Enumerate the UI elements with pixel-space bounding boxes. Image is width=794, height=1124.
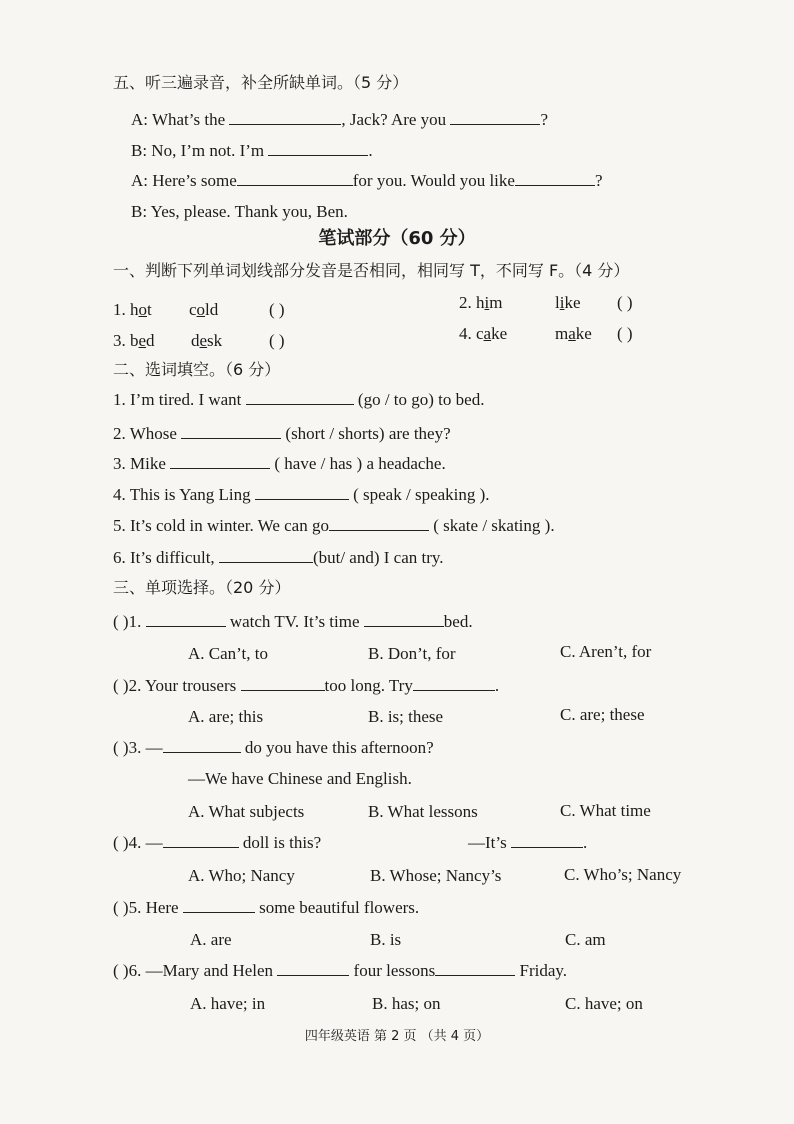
answer-blank[interactable] (364, 611, 444, 627)
question-text: four lessons (353, 961, 436, 980)
listening-line-1 (131, 109, 548, 131)
answer-paren[interactable]: ( ) (617, 324, 633, 343)
item-text: ( skate / skating ). (433, 516, 555, 535)
option-b[interactable]: B. What lessons (368, 802, 478, 821)
answer-blank[interactable] (181, 423, 281, 439)
answer-blank[interactable] (246, 389, 354, 405)
question-text: watch TV. It’s time (229, 612, 360, 631)
option-b[interactable]: B. is; these (368, 707, 444, 726)
answer-paren[interactable]: ( ) (617, 293, 633, 312)
option-b[interactable]: B. Whose; Nancy’s (370, 866, 502, 885)
answer-paren[interactable]: ( )6. —Mary and Helen (113, 961, 274, 980)
written-section-title (0, 228, 794, 250)
answer-blank[interactable] (229, 109, 341, 125)
item-text: (short / shorts) are they? (285, 424, 451, 443)
fill-item-2 (113, 423, 451, 445)
answer-blank[interactable] (163, 832, 239, 848)
item-text: 4. This is Yang Ling (113, 485, 251, 504)
answer-paren[interactable]: ( )5. Here (113, 898, 179, 917)
word-hot: hot (130, 300, 152, 319)
option-c[interactable]: C. are; these (560, 705, 645, 724)
item-number: 2. (459, 293, 472, 312)
section2-heading: 二、选词填空。（6 分） (113, 360, 281, 379)
answer-blank[interactable] (170, 453, 270, 469)
word-bed: bed (130, 331, 155, 350)
mc-question-2 (113, 675, 499, 697)
listening-line-4: B: Yes, please. Thank you, Ben. (131, 202, 348, 221)
fill-item-3 (113, 453, 446, 475)
answer-blank[interactable] (146, 611, 226, 627)
answer-blank[interactable] (277, 960, 349, 976)
phonics-item-2 (459, 292, 699, 314)
mc-question-3 (113, 737, 434, 759)
answer-blank[interactable] (183, 897, 255, 913)
fill-item-5 (113, 515, 555, 537)
question-text: doll is this? (242, 833, 322, 852)
option-a[interactable]: A. What subjects (188, 802, 305, 821)
line-text: B: No, I’m not. I’m (131, 141, 265, 160)
fill-item-6 (113, 547, 444, 569)
word-cake: cake (476, 324, 508, 343)
answer-blank[interactable] (511, 832, 583, 848)
option-c[interactable]: C. have; on (565, 994, 643, 1013)
line-text: , Jack? Are you (341, 110, 447, 129)
answer-blank[interactable] (241, 675, 325, 691)
answer-blank[interactable] (329, 515, 429, 531)
answer-blank[interactable] (515, 170, 595, 186)
option-a[interactable]: A. Who; Nancy (188, 866, 295, 885)
option-c[interactable]: C. Aren’t, for (560, 642, 652, 661)
line-text: A: Here’s some (131, 171, 237, 190)
mc-question-4 (113, 832, 321, 854)
footer-text: 四年级英语 第 2 页 （共 4 页） (304, 1029, 490, 1044)
option-a[interactable]: A. have; in (190, 994, 266, 1013)
option-c[interactable]: C. am (565, 930, 606, 949)
word-him: him (476, 293, 503, 312)
item-text: 1. I’m tired. I want (113, 390, 242, 409)
answer-paren[interactable]: ( ) (269, 300, 285, 319)
line-text: A: What’s the (131, 110, 226, 129)
question-text: —It’s (468, 833, 507, 852)
answer-blank[interactable] (268, 140, 368, 156)
mc-question-5 (113, 897, 419, 919)
option-a[interactable]: A. are (190, 930, 232, 949)
option-a[interactable]: A. Can’t, to (188, 644, 268, 663)
phonics-item-4 (459, 323, 699, 345)
line-text: ? (540, 110, 548, 129)
item-text: (go / to go) to bed. (357, 390, 485, 409)
phonics-item-3 (113, 330, 453, 352)
word-cold: cold (189, 300, 219, 319)
answer-paren[interactable]: ( )4. — (113, 833, 163, 852)
option-c[interactable]: C. Who’s; Nancy (564, 865, 682, 884)
phonics-item-1 (113, 299, 453, 321)
item-text: 5. It’s cold in winter. We can go (113, 516, 329, 535)
item-text: ( have / has ) a headache. (274, 454, 446, 473)
line-text: ? (594, 171, 603, 190)
section3-heading: 三、单项选择。（20 分） (113, 578, 291, 597)
option-a[interactable]: A. are; this (188, 707, 264, 726)
question-text: . (582, 833, 588, 852)
item-text: 3. Mike (113, 454, 166, 473)
item-number: 1. (113, 300, 126, 319)
answer-paren[interactable]: ( ) (269, 331, 285, 350)
word-desk: desk (191, 331, 223, 350)
line-text: . (368, 141, 373, 160)
question-text: some beautiful flowers. (259, 898, 420, 917)
answer-blank[interactable] (237, 170, 353, 186)
listening-line-2 (131, 140, 373, 162)
answer-paren[interactable]: ( )2. Your trousers (113, 676, 237, 695)
answer-paren[interactable]: ( )3. — (113, 738, 163, 757)
section1-heading: 一、判断下列单词划线部分发音是否相同，相同写 T，不同写 F。（4 分） (113, 261, 630, 280)
item-number: 4. (459, 324, 472, 343)
mc-question-6 (113, 960, 567, 982)
question-text: Friday. (519, 961, 568, 980)
question-text: too long. Try (324, 676, 413, 695)
word-like: like (555, 293, 581, 312)
option-b[interactable]: B. is (370, 930, 402, 949)
item-text: (but/ and) I can try. (312, 548, 444, 567)
question-text: do you have this afternoon? (244, 738, 434, 757)
answer-blank[interactable] (413, 675, 495, 691)
fill-item-1 (113, 389, 484, 411)
item-text: 2. Whose (113, 424, 177, 443)
line-text: for you. Would you like (352, 171, 515, 190)
item-text: ( speak / speaking ). (353, 485, 490, 504)
item-text: 6. It’s difficult, (113, 548, 215, 567)
listening-line-3 (131, 170, 602, 192)
option-b[interactable]: B. Don’t, for (368, 644, 456, 663)
fill-item-4 (113, 484, 490, 506)
answer-blank[interactable] (450, 109, 540, 125)
word-make: make (555, 324, 592, 343)
answer-blank[interactable] (435, 960, 515, 976)
answer-blank[interactable] (255, 484, 349, 500)
answer-paren[interactable]: ( )1. (113, 612, 142, 631)
option-b[interactable]: B. has; on (372, 994, 441, 1013)
mc-question-1 (113, 611, 473, 633)
item-number: 3. (113, 331, 126, 350)
section5-heading: 五、听三遍录音，补全所缺单词。（5 分） (113, 73, 409, 92)
answer-blank[interactable] (163, 737, 241, 753)
written-title-text: 笔试部分（60 分） (318, 228, 476, 249)
question-text: bed. (443, 612, 473, 631)
page-footer (0, 1026, 794, 1048)
answer-blank[interactable] (219, 547, 313, 563)
mc-question-4-answer (468, 832, 587, 854)
option-c[interactable]: C. What time (560, 801, 651, 820)
mc-question-3-reply: —We have Chinese and English. (188, 769, 412, 788)
question-text: . (494, 676, 500, 695)
